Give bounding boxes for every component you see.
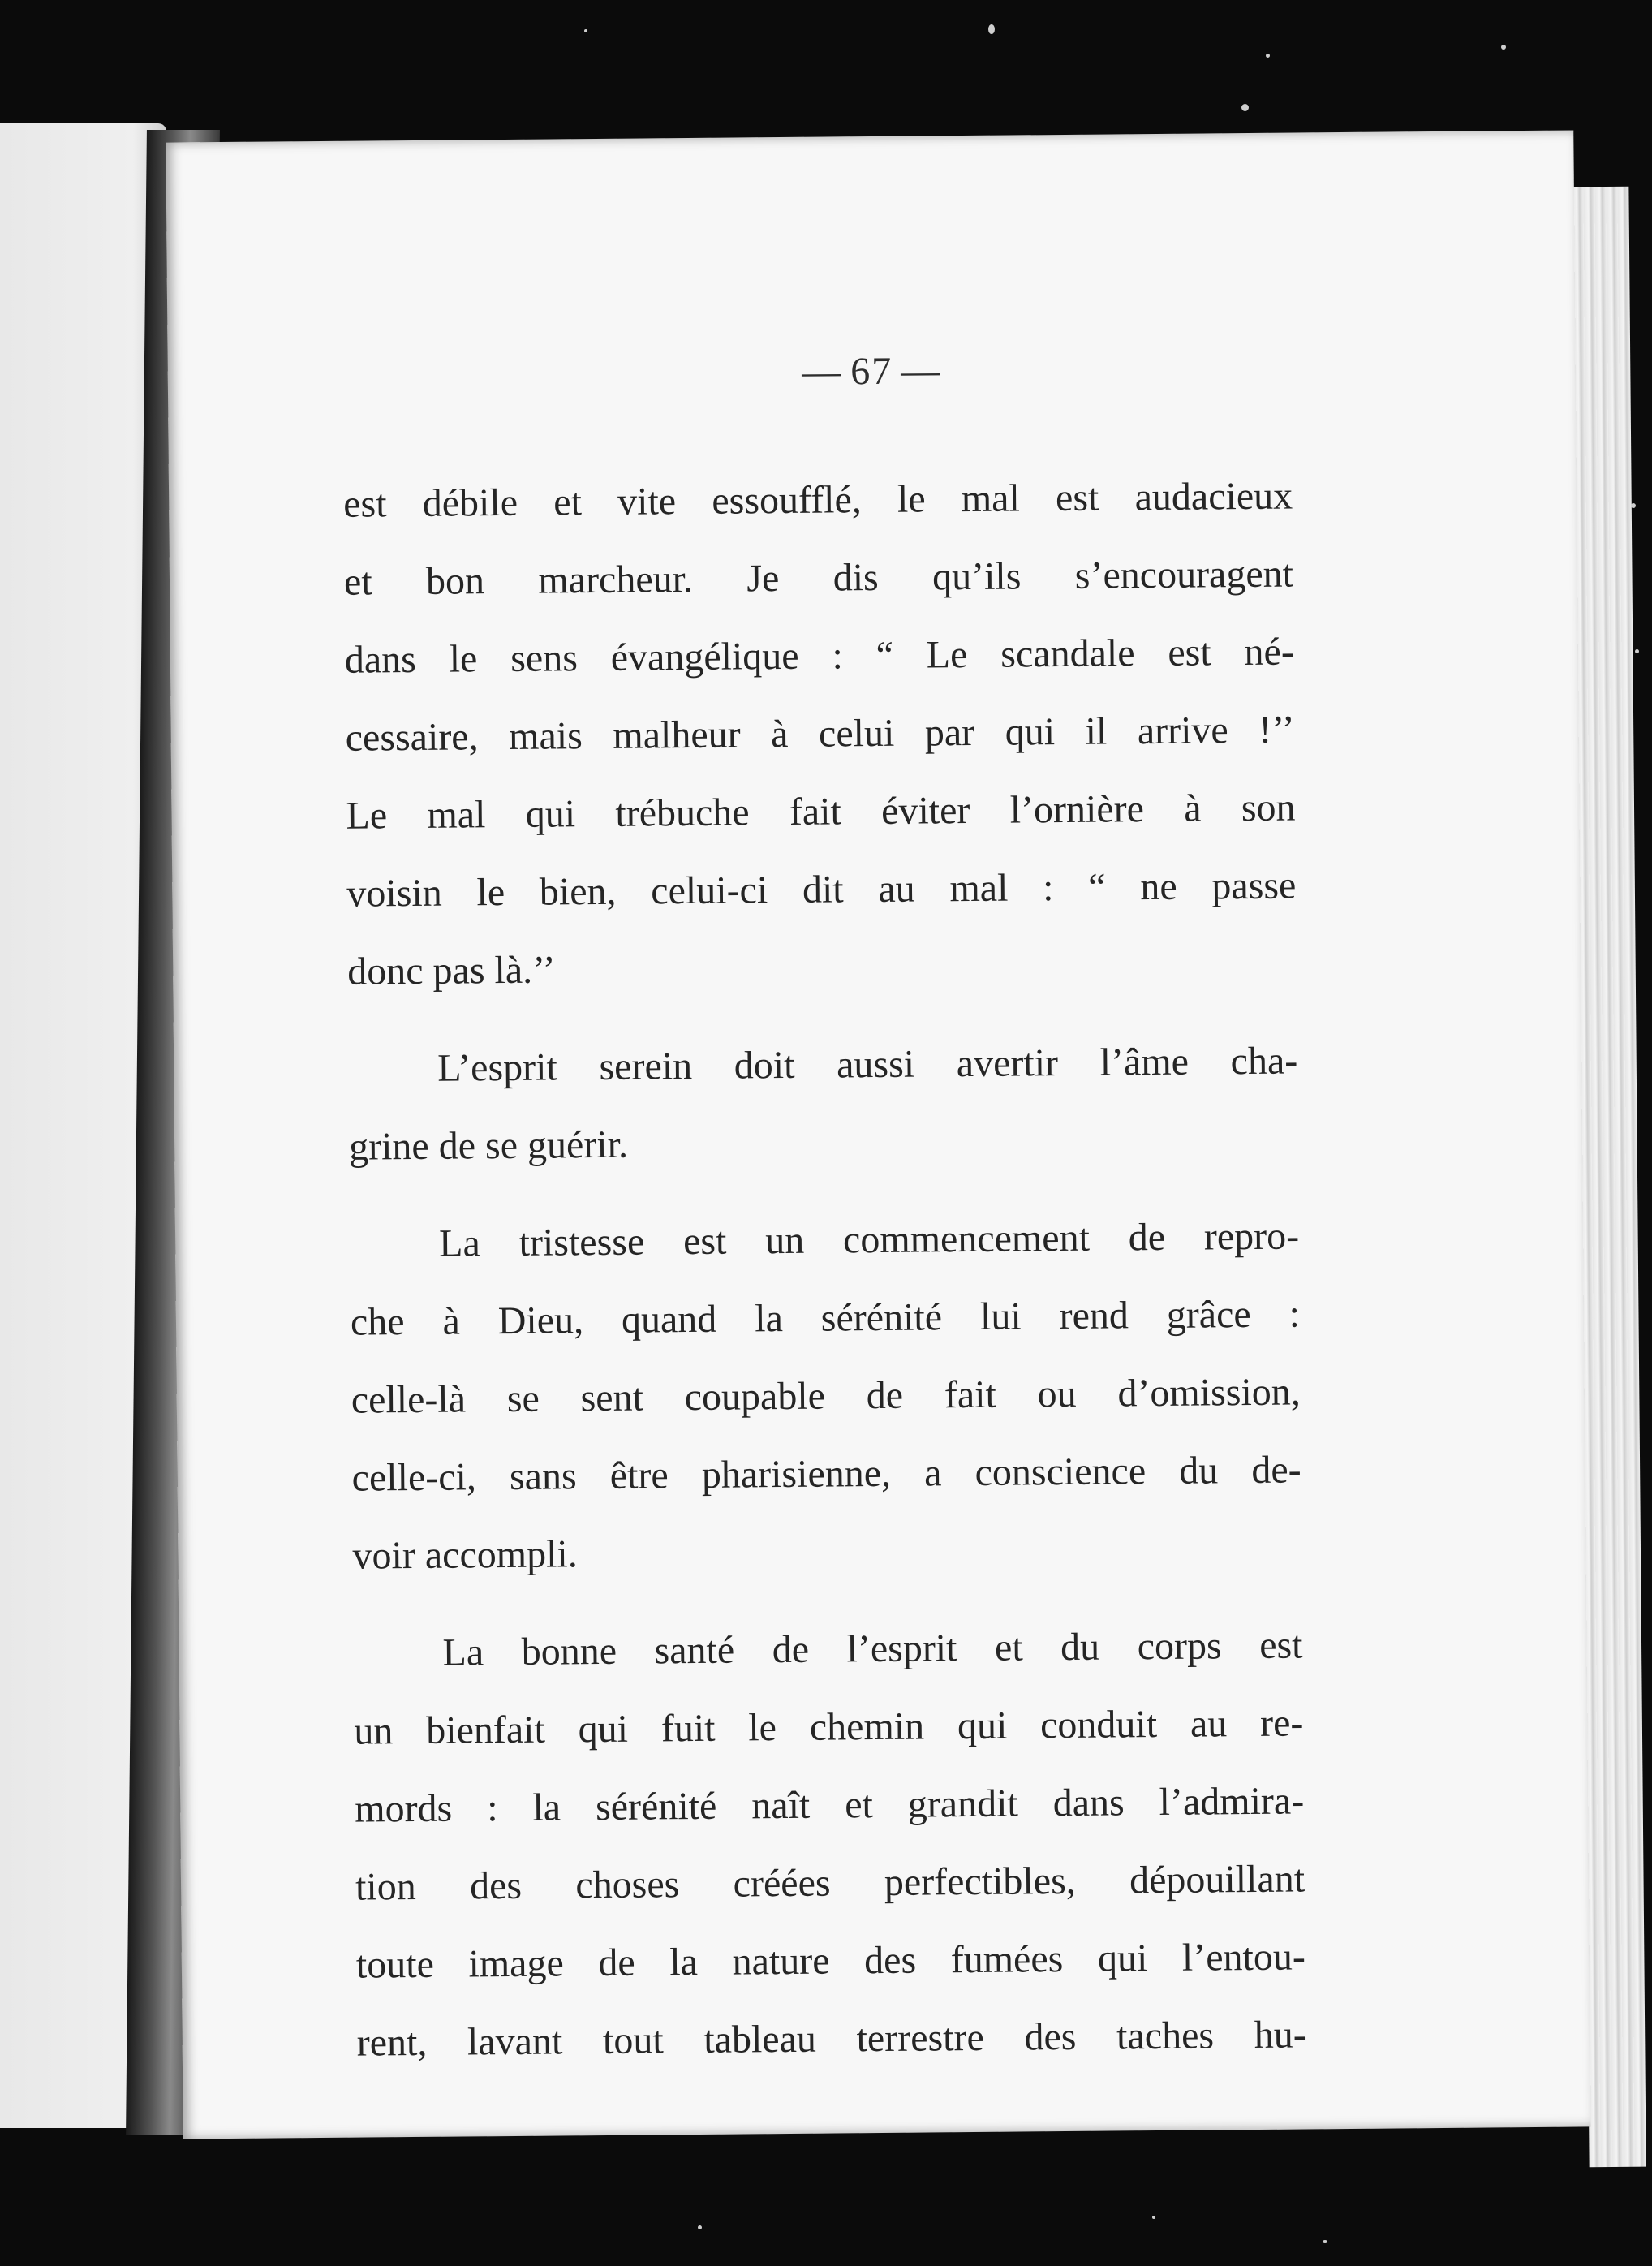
text-line: toute image de la nature des fumées qui l’entou- — [355, 1935, 1306, 1987]
text-line: celle-là se sent coupable de fait ou d’omission, — [351, 1370, 1301, 1422]
text-line: et bon marcheur. Je dis qu’ils s’encouragent — [343, 552, 1294, 604]
page-number-dash: — — [802, 350, 843, 394]
text-line: un bienfait qui fuit le chemin qui conduit au re- — [354, 1701, 1304, 1753]
paragraph — [350, 1197, 1302, 1595]
text-line: voir accompli. — [352, 1532, 578, 1578]
page-number — [168, 342, 1576, 399]
text-line: dans le sens évangélique : “ Le scandale est né- — [344, 630, 1295, 682]
paragraph — [353, 1606, 1306, 2082]
text-line: donc pas là.’’ — [346, 948, 556, 993]
page-number-dash: — — [901, 349, 942, 393]
page-body-text — [343, 458, 1306, 2083]
text-line: cessaire, mais malheur à celui par qui il arrive !’’ — [345, 708, 1295, 760]
text-line: tion des choses créées perfectibles, dépouillant — [355, 1857, 1306, 1909]
text-line: La tristesse est un commencement de repro- — [438, 1214, 1300, 1265]
paragraph — [343, 458, 1297, 1011]
text-line: mords : la sérénité naît et grandit dans l’admira- — [354, 1779, 1305, 1831]
text-line: grine de se guérir. — [348, 1122, 629, 1169]
paragraph — [348, 1022, 1299, 1186]
text-line: rent, lavant tout tableau terrestre des taches hu- — [356, 2013, 1306, 2065]
text-line: celle-ci, sans être pharisienne, a conscience du de- — [351, 1448, 1301, 1500]
text-line: L’esprit serein doit aussi avertir l’âme cha- — [437, 1039, 1298, 1090]
text-line: La bonne santé de l’esprit et du corps est — [442, 1623, 1303, 1674]
text-line: est débile et vite essoufflé, le mal est audacieux — [342, 474, 1293, 526]
text-line: che à Dieu, quand la sérénité lui rend grâce : — [350, 1292, 1301, 1344]
text-line: voisin le bien, celui-ci dit au mal : “ ne passe — [346, 864, 1297, 915]
page-number-value: 67 — [850, 349, 893, 394]
text-line: Le mal qui trébuche fait éviter l’ornière à son — [346, 786, 1296, 838]
book-page — [166, 130, 1590, 2139]
